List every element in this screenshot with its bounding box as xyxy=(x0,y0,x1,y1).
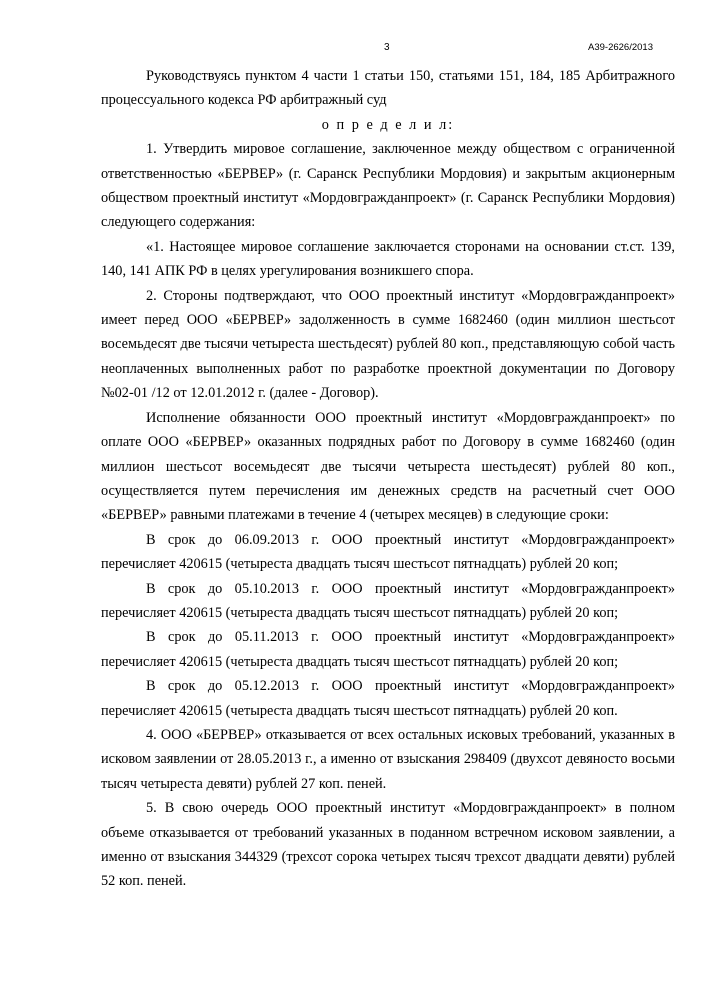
ruling-heading: о п р е д е л и л: xyxy=(321,116,455,133)
page-number: 3 xyxy=(384,42,390,53)
paragraph-clause-1: «1. Настоящее мировое соглашение заключается сторонами на основании ст.ст. 139, 140, 141 АПК РФ в целях урегулирования возникшего спора. xyxy=(101,238,675,280)
paragraph-approve-settlement: 1. Утвердить мировое соглашение, заключенное между обществом с ограниченной ответственностью «БЕРВЕР» (г. Саранск Республики Мордовия) и закрытым акционерным обществом проектный институт «Мордовгражданпроект» (г. Саранск Республики Мордовия) следующего содержания: xyxy=(101,141,675,231)
paragraph-clause-5: 5. В свою очередь ООО проектный институт «Мордовгражданпроект» в полном объеме отказывается от требований указанных в поданном встречном исковом заявлении, а именно от взыскания 344329 (трехсот сорока четырех тысяч трехсот двадцати девяти) рублей 52 коп. пеней. xyxy=(101,800,675,890)
payment-installment: В срок до 05.11.2013 г. ООО проектный институт «Мордовгражданпроект» перечисляет 420615 (четыреста двадцать тысяч шестьсот пятнадцать) рублей 20 коп; xyxy=(101,629,675,670)
payment-installment: В срок до 05.12.2013 г. ООО проектный институт «Мордовгражданпроект» перечисляет 420615 (четыреста двадцать тысяч шестьсот пятнадцать) рублей 20 коп. xyxy=(101,678,675,719)
paragraph-preamble: Руководствуясь пунктом 4 части 1 статьи 150, статьями 151, 184, 185 Арбитражного процессуального кодекса РФ арбитражный суд xyxy=(101,68,675,109)
payment-installment: В срок до 06.09.2013 г. ООО проектный институт «Мордовгражданпроект» перечисляет 420615 (четыреста двадцать тысяч шестьсот пятнадцать) рублей 20 коп; xyxy=(101,531,675,573)
paragraph-clause-4: 4. ООО «БЕРВЕР» отказывается от всех остальных исковых требований, указанных в исковом заявлении от 28.05.2013 г., а именно от взыскания 298409 (двухсот девяносто восьми тысяч четыреста девяти) рублей 27 коп. пеней. xyxy=(101,726,675,792)
paragraph-payment-obligation: Исполнение обязанности ООО проектный институт «Мордовгражданпроект» по оплате ООО «БЕРВЕР» оказанных подрядных работ по Договору в сумме 1682460 (один миллион шестьсот восемьдесят две тысячи четыреста шестьдесят) рублей 80 коп., осуществляется путем перечисления им денежных средств на расчетный счет ООО «БЕРВЕР» равными платежами в течение 4 (четырех месяцев) в следующие сроки: xyxy=(101,409,675,524)
case-number: А39-2626/2013 xyxy=(588,42,653,53)
paragraph-clause-2: 2. Стороны подтверждают, что ООО проектный институт «Мордовгражданпроект» имеет перед ООО «БЕРВЕР» задолженность в сумме 1682460 (один миллион шестьсот восемьдесят две тысячи четыреста шестьдесят) рублей 80 коп., представляющую собой часть неоплаченных выполненных работ по разработке проектной документации по Договору №02-01 /12 от 12.01.2012 г. (далее - Договор). xyxy=(101,287,675,402)
document-body xyxy=(101,64,675,894)
payment-installment: В срок до 05.10.2013 г. ООО проектный институт «Мордовгражданпроект» перечисляет 420615 (четыреста двадцать тысяч шестьсот пятнадцать) рублей 20 коп; xyxy=(101,580,675,621)
